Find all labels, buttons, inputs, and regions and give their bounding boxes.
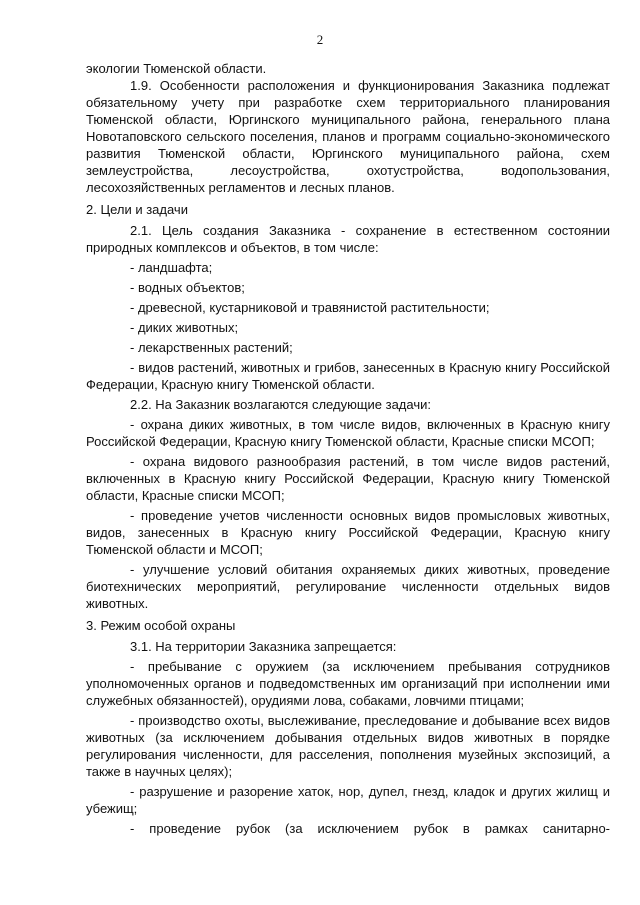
paragraph-2-1: 2.1. Цель создания Заказника - сохранение в естественном состоянии природных комплексов и объектов, в том числе: [86, 223, 610, 255]
list-item: - охрана диких животных, в том числе видов, включенных в Красную книгу Российской Федерации, Красную книгу Тюменской области, Красные списки МСОП; [86, 417, 610, 449]
list-item: - диких животных; [130, 320, 239, 335]
paragraph-3-1: 3.1. На территории Заказника запрещается: [130, 639, 397, 654]
list-item-cut: - проведение рубок (за исключением рубок в рамках санитарно- [130, 821, 610, 836]
section-heading-goals: 2. Цели и задачи [86, 202, 188, 217]
page-number: 2 [316, 32, 324, 47]
list-item: - пребывание с оружием (за исключением пребывания сотрудников уполномоченных органов и подведомственных им организаций при исполнении ими служебных обязанностей), орудиями лова, собаками, ловчими птицами; [86, 659, 610, 708]
list-item: - видов растений, животных и грибов, занесенных в Красную книгу Российской Федерации, Красную книгу Тюменской области. [86, 360, 610, 392]
paragraph-continuation: экологии Тюменской области. [86, 61, 267, 76]
list-item: - ландшафта; [130, 260, 213, 275]
list-item: - разрушение и разорение хаток, нор, дупел, гнезд, кладок и других жилищ и убежищ; [86, 784, 610, 816]
list-item: - водных объектов; [130, 280, 245, 295]
paragraph-2-2: 2.2. На Заказник возлагаются следующие задачи: [130, 397, 431, 412]
list-item: - древесной, кустарниковой и травянистой растительности; [130, 300, 490, 315]
list-item: - улучшение условий обитания охраняемых диких животных, проведение биотехнических мероприятий, регулирование численности отдельных видов животных. [86, 562, 610, 611]
list-item: - производство охоты, выслеживание, преследование и добывание всех видов животных (за исключением добывания отдельных видов животных в порядке регулирования численности, для расселения, пополнения музейных экспозиций, а также в научных целях); [86, 713, 610, 779]
list-item: - охрана видового разнообразия растений, в том числе видов растений, включенных в Красную книгу Российской Федерации, Красную книгу Тюменской области, Красные списки МСОП; [86, 454, 610, 503]
paragraph-1-9: 1.9. Особенности расположения и функционирования Заказника подлежат обязательному учету при разработке схем территориального планирования Тюменской области, Юргинского муниципального района, генерального плана Новотаповского сельского поселения, планов и программ социально-экономического развития Тюменской области, Юргинского муниципального района, схем землеустройства, лесоустройства, охотустройства, водопользования, лесохозяйственных регламентов и лесных планов. [86, 78, 610, 195]
section-heading-protection: 3. Режим особой охраны [86, 618, 236, 633]
list-item: - проведение учетов численности основных видов промысловых животных, видов, занесенных в Красную книгу Российской Федерации, Красную книгу Тюменской области и МСОП; [86, 508, 610, 557]
document-body [86, 60, 610, 837]
list-item: - лекарственных растений; [130, 340, 293, 355]
